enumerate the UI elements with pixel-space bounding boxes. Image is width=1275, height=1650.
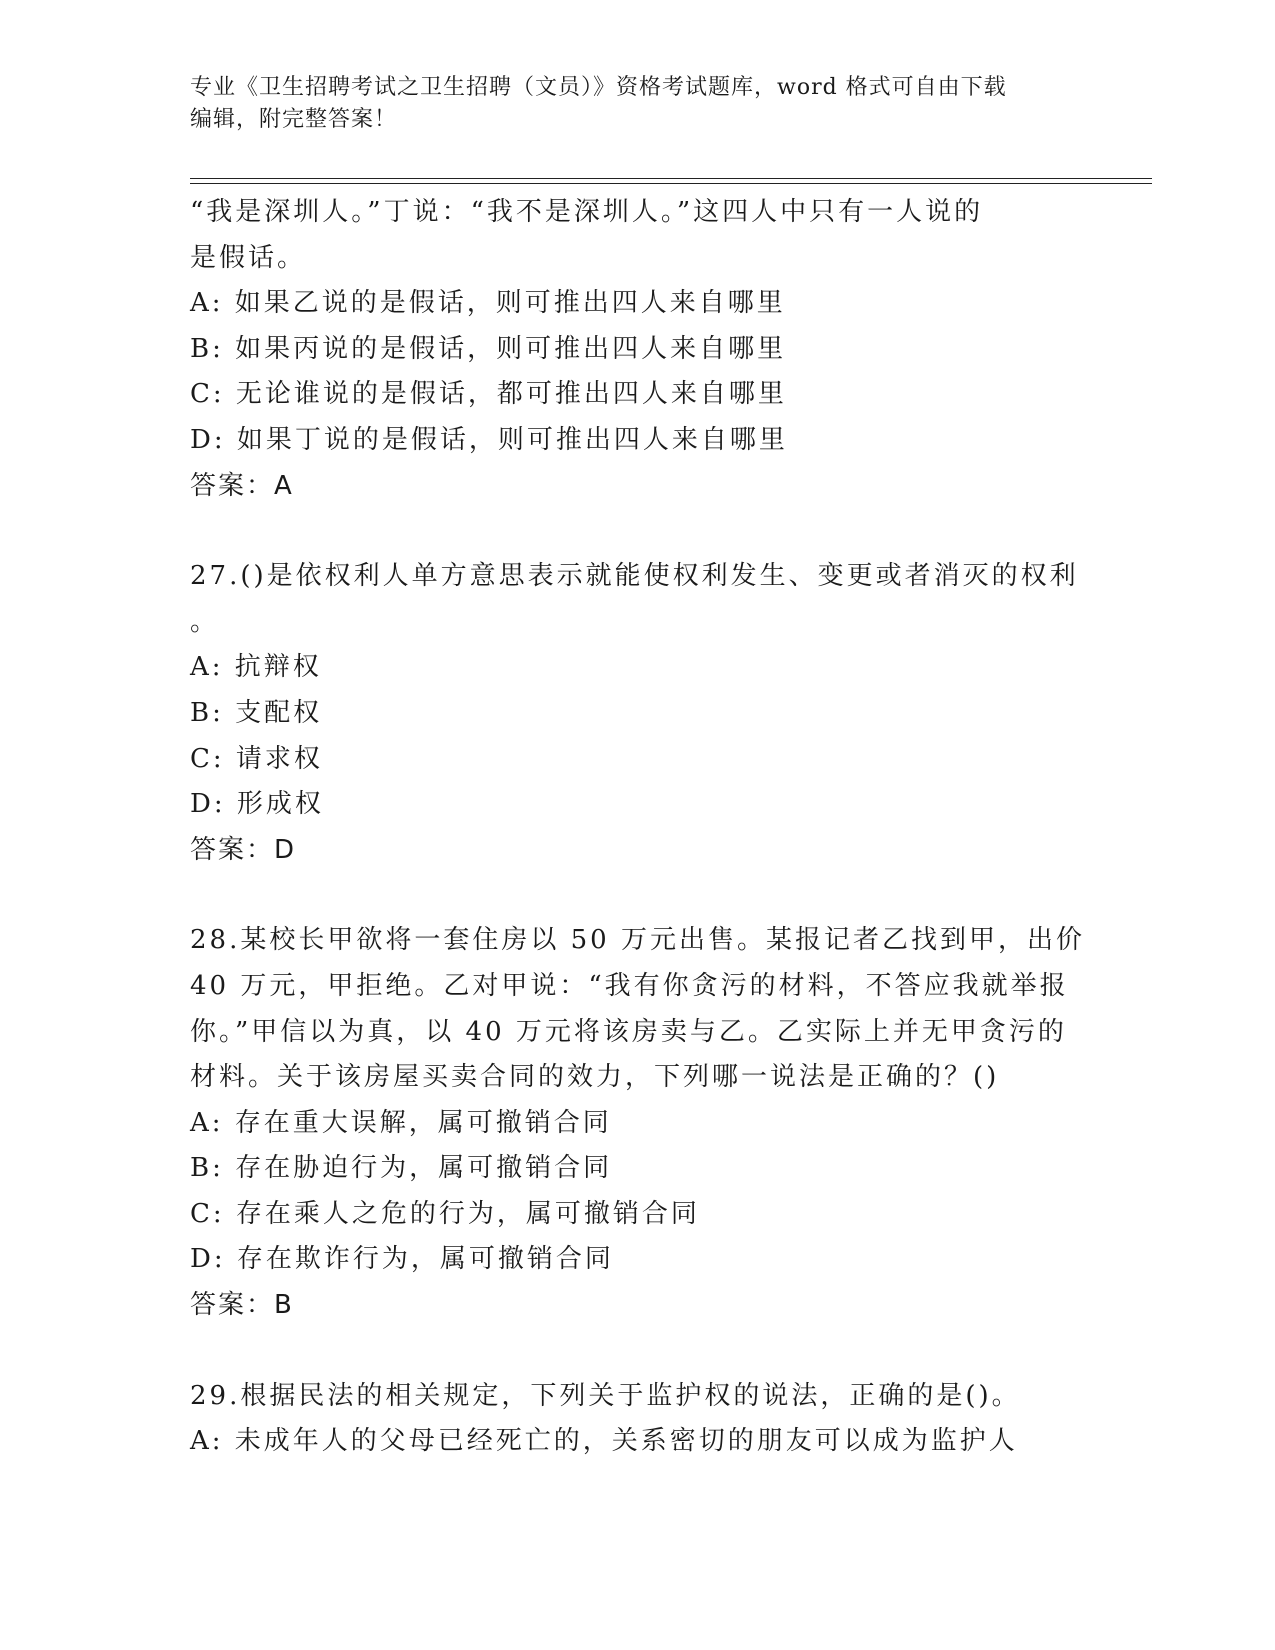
question-content: [190, 190, 1090, 1465]
answer-line: 答案：B: [190, 1290, 294, 1321]
question-stem-line: 是假话。: [190, 242, 307, 273]
header-line-2: 编辑，附完整答案！: [190, 107, 398, 132]
option-a: A: 抗辩权: [190, 652, 322, 683]
question-gap: [190, 873, 1090, 918]
question-stem-line: 28.某校长甲欲将一套住房以 50 万元出售。某报记者乙找到甲，出价: [190, 925, 1085, 956]
header-rule-bottom: [190, 183, 1152, 184]
question-stem-line: “我是深圳人。”丁说：“我不是深圳人。”这四人中只有一人说的: [190, 197, 984, 227]
question-27: [190, 554, 1090, 873]
option-d: D: 形成权: [190, 789, 324, 820]
option-b: B: 支配权: [190, 697, 323, 728]
question-stem-line: 。: [190, 606, 220, 637]
question-stem-line: 27.()是依权利人单方意思表示就能使权利发生、变更或者消灭的权利: [190, 561, 1079, 592]
option-c: C: 请求权: [190, 743, 323, 774]
option-a: A: 未成年人的父母已经死亡的，关系密切的朋友可以成为监护人: [190, 1426, 1018, 1457]
answer-line: 答案：A: [190, 470, 294, 501]
option-b: B: 如果丙说的是假话，则可推出四人来自哪里: [190, 333, 787, 364]
question-26: [190, 190, 1090, 509]
question-28: [190, 918, 1090, 1328]
question-gap: [190, 1329, 1090, 1374]
option-d: D: 存在欺诈行为，属可撤销合同: [190, 1244, 614, 1275]
option-a: A: 如果乙说的是假话，则可推出四人来自哪里: [190, 288, 786, 319]
question-29: [190, 1374, 1090, 1465]
answer-line: 答案：D: [190, 834, 297, 865]
option-b: B: 存在胁迫行为，属可撤销合同: [190, 1153, 613, 1184]
question-gap: [190, 509, 1090, 554]
option-a: A: 存在重大误解，属可撤销合同: [190, 1107, 612, 1138]
question-stem-line: 你。”甲信以为真，以 40 万元将该房卖与乙。乙实际上并无甲贪污的: [190, 1016, 1067, 1047]
question-stem-line: 29.根据民法的相关规定，下列关于监护权的说法，正确的是()。: [190, 1380, 1021, 1411]
question-stem-line: 材料。关于该房屋买卖合同的效力，下列哪一说法是正确的？(): [190, 1062, 1000, 1093]
option-c: C: 无论谁说的是假话，都可推出四人来自哪里: [190, 379, 787, 410]
question-stem-line: 40 万元，甲拒绝。乙对甲说：“我有你贪污的材料，不答应我就举报: [190, 970, 1069, 1001]
option-d: D: 如果丁说的是假话，则可推出四人来自哪里: [190, 424, 788, 455]
header-line-1: 专业《卫生招聘考试之卫生招聘（文员）》资格考试题库，word 格式可自由下载: [190, 75, 1007, 100]
header-rule-top: [190, 178, 1152, 179]
option-c: C: 存在乘人之危的行为，属可撤销合同: [190, 1198, 700, 1229]
